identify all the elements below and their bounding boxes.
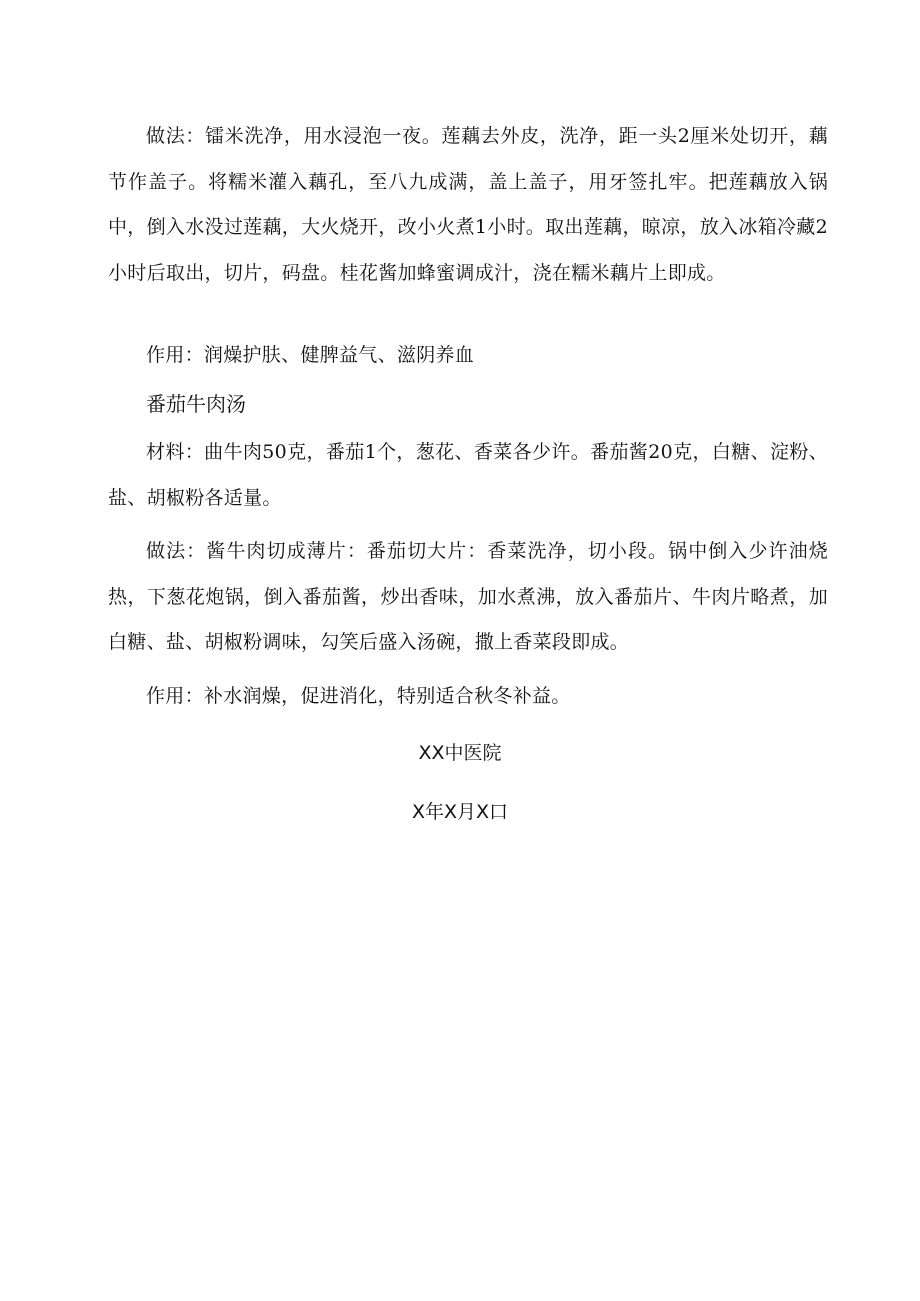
- footer-date: X年X月X口: [411, 801, 509, 823]
- lotus-effect-paragraph: 作用：润燥护肤、健脾益气、滋阴养血: [146, 344, 475, 366]
- tomato-beef-effect-paragraph: 作用：补水润燥，促进消化，特别适合秋冬补益。: [146, 685, 571, 707]
- tomato-beef-materials-paragraph: 材料：曲牛肉50克，番茄1个，葱花、香菜各少许。番茄酱20克，白糖、淀粉、盐、胡椒粉各适量。: [108, 441, 828, 509]
- tomato-beef-method-paragraph: 做法：酱牛肉切成薄片：番茄切大片：香菜洗净，切小段。锅中倒入少许油烧热，下葱花炮锅，倒入番茄酱，炒出香味，加水煮沸，放入番茄片、牛肉片略煮，加白糖、盐、胡椒粉调味，勾笑后盛入汤碗，撒上香菜段即成。: [108, 540, 828, 654]
- lotus-method-paragraph: 做法：镭米洗净，用水浸泡一夜。莲藕去外皮，洗净，距一头2厘米处切开，藕节作盖子。将糯米灌入藕孔，至八九成满，盖上盖子，用牙签扎牢。把莲藕放入锅中，倒入水没过莲藕，大火烧开，改小火煮1小时。取出莲藕，晾凉，放入冰箱冷藏2小时后取出，切片，码盘。桂花酱加蜂蜜调成汁，浇在糯米藕片上即成。: [108, 125, 828, 284]
- footer-organization: XX中医院: [418, 742, 502, 764]
- recipe-title-tomato-beef-soup: 番茄牛肉汤: [146, 392, 246, 416]
